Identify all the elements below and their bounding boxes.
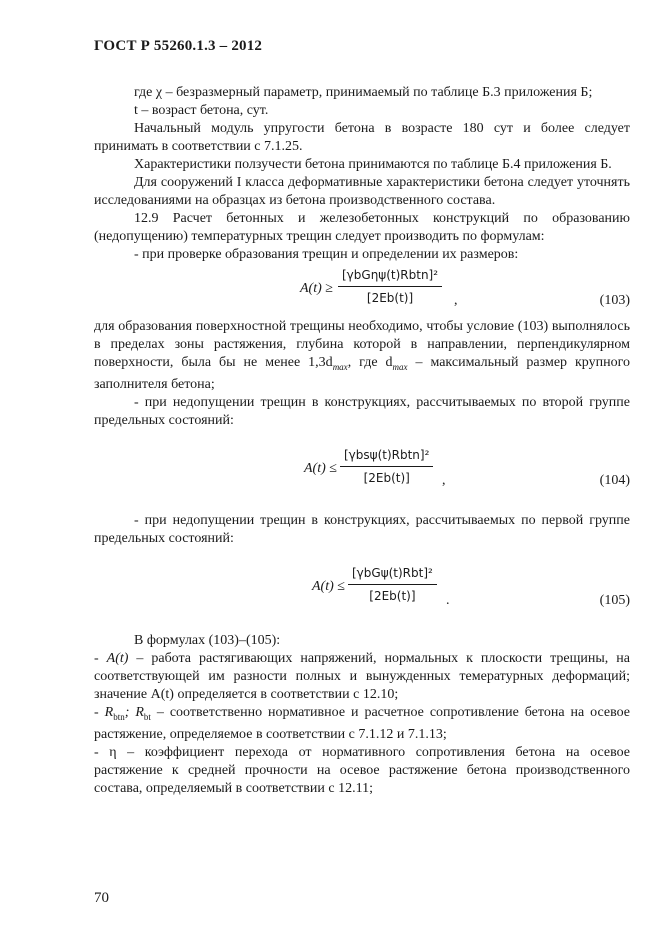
paragraph-t-text: t – возраст бетона, сут. bbox=[134, 103, 269, 118]
page-number: 70 bbox=[94, 890, 109, 906]
formula-104-fraction bbox=[340, 446, 433, 487]
formula-103-punct: , bbox=[454, 293, 458, 308]
paragraph-first-group: - при недопущении трещин в конструкциях, рассчитываемых по первой группе предельных состояний: bbox=[94, 512, 630, 546]
definition-R-sub-1: btn bbox=[113, 711, 125, 722]
definition-A bbox=[94, 650, 630, 704]
formula-105-lhs: A(t) ≤ bbox=[312, 578, 345, 594]
formula-105-fraction bbox=[348, 564, 437, 605]
formula-104-denominator: [2Eb(t)] bbox=[363, 470, 410, 485]
paragraph-surface-crack bbox=[94, 318, 630, 394]
dmax-sub-2: max bbox=[392, 361, 408, 372]
paragraph-check-cracks: - при проверке образования трещин и определении их размеров: bbox=[134, 247, 519, 262]
formula-103-denominator: [2Eb(t)] bbox=[366, 291, 414, 305]
paragraph-creep: Характеристики ползучести бетона принимаются по таблице Б.4 приложения Б. bbox=[134, 157, 612, 172]
paragraph-modulus: Начальный модуль упругости бетона в возрасте 180 сут и более следует принимать в соответствии с 7.1.25. bbox=[94, 121, 630, 154]
formula-103 bbox=[94, 266, 630, 316]
document-body bbox=[94, 84, 630, 798]
paragraph-chi: где χ – безразмерный параметр, принимаемый по таблице Б.3 приложения Б; bbox=[134, 85, 593, 100]
paragraph-class-one: Для сооружений I класса деформативные характеристики бетона следует уточнять исследованиями на образцах из бетона производственного состава. bbox=[94, 175, 630, 208]
formula-104-lhs: A(t) ≤ bbox=[304, 460, 337, 476]
definition-R-text: – соответственно нормативное и расчетное сопротивление бетона на осевое растяжение, определяемое в соответствии с 7.1.12 и 7.1.13; bbox=[94, 704, 631, 742]
formula-103-lhs: A(t) ≥ bbox=[300, 281, 333, 296]
formula-105-number: (105) bbox=[599, 592, 630, 608]
formula-103-numerator: [γbGηψ(t)Rbtn]² bbox=[338, 266, 442, 287]
formula-104-numerator: [γbsψ(t)Rbtn]² bbox=[340, 446, 433, 467]
definition-R-sub-2: bt bbox=[143, 711, 151, 722]
paragraph-second-group: - при недопущении трещин в конструкциях, рассчитываемых по второй группе предельных состояний: bbox=[94, 394, 630, 428]
paragraph-surface-crack-text: для образования поверхностной трещины необходимо, чтобы условие (103) выполнялось в пределах зоны растяжения, глубина которой в направлении, перпендикулярном поверхности, была бы не менее 1,3d bbox=[94, 319, 630, 370]
page-header: ГОСТ Р 55260.1.3 – 2012 bbox=[94, 38, 263, 54]
definition-R-dash: - bbox=[94, 704, 105, 720]
formula-105-numerator: [γbGψ(t)Rbt]² bbox=[348, 564, 437, 585]
paragraph-surface-crack-end: – максимальный размер крупного заполнителя бетона; bbox=[94, 355, 630, 392]
definition-R bbox=[94, 704, 630, 744]
paragraph-12-9: 12.9 Расчет бетонных и железобетонных конструкций по образованию (недопущению) температурных трещин следует производить по формулам: bbox=[94, 211, 630, 244]
definition-R-sep: ; R bbox=[124, 704, 144, 720]
dmax-sub-1: max bbox=[332, 361, 348, 372]
formula-105-punct: . bbox=[446, 592, 450, 608]
definition-eta-text: η – коэффициент перехода от нормативного сопротивления бетона на осевое растяжение к средней прочности на осевое растяжение бетона производственного состава, определяемый в соответствии с 12.11; bbox=[94, 744, 630, 796]
definition-R-term: R bbox=[104, 704, 114, 720]
formula-104-punct: , bbox=[442, 472, 446, 488]
formula-105-denominator: [2Eb(t)] bbox=[369, 588, 416, 603]
definition-eta bbox=[94, 744, 630, 798]
formula-103-fraction bbox=[338, 266, 442, 307]
definition-A-text: – работа растягивающих напряжений, нормальных к плоскости трещины, на соответствующей им разности полных и вынужденных темературных деформаций; значение A(t) определяется в соответствии с 12.10; bbox=[94, 650, 630, 702]
formula-105 bbox=[94, 562, 630, 626]
formula-103-number: (103) bbox=[599, 293, 630, 308]
paragraph-t bbox=[94, 102, 630, 120]
definition-eta-dash: - bbox=[94, 744, 110, 760]
paragraph-surface-crack-mid: , где d bbox=[347, 355, 393, 370]
paragraph-in-formulas: В формулах (103)–(105): bbox=[134, 632, 281, 648]
formula-104 bbox=[94, 444, 630, 508]
definition-A-term: A(t) bbox=[106, 650, 129, 666]
definition-A-dash: - bbox=[94, 650, 107, 666]
formula-104-number: (104) bbox=[599, 472, 630, 488]
